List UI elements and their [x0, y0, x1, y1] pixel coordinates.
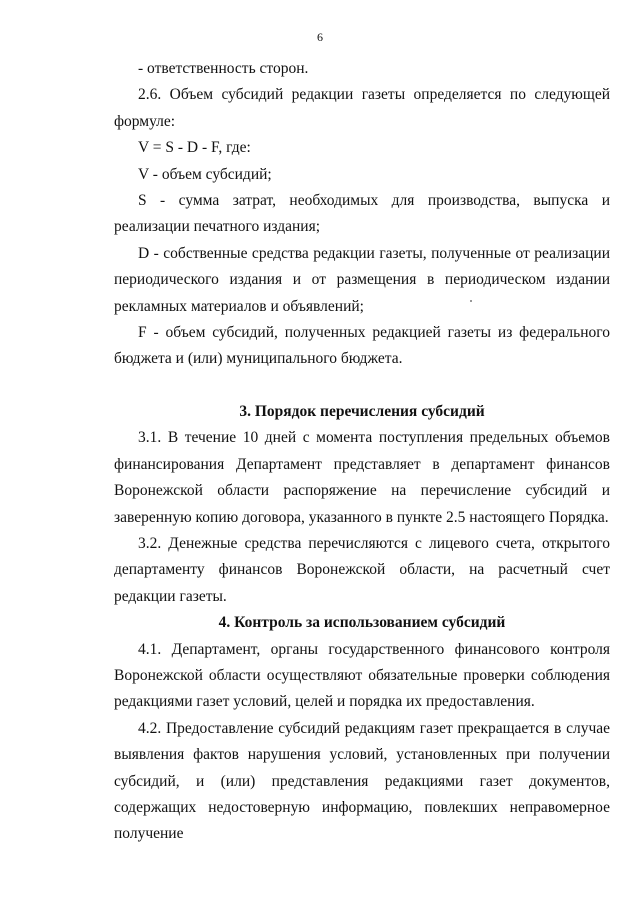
formula-d-definition: D - собственные средства редакции газеты, полученные от реализации периодического издания и от размещения в периодическом издании рекламных материалов и объявлений;: [114, 244, 610, 315]
paragraph-3-2: 3.2. Денежные средства перечисляются с лицевого счета, открытого департаменту финансов Воронежской области, на расчетный счет редакции газеты.: [114, 534, 610, 605]
paragraph-2-6: 2.6. Объем субсидий редакции газеты определяется по следующей формуле:: [114, 86, 610, 130]
paragraph-4-2: 4.2. Предоставление субсидий редакциям газет прекращается в случае выявления фактов нарушения условий, установленных при получении субсидий, и (или) представления редакциями газет документов, содержащих недостоверную информацию, повлекших неправомерное получение: [114, 719, 610, 843]
paragraph-3-1: 3.1. В течение 10 дней с момента поступления предельных объемов финансирования Департамент представляет в департамент финансов Воронежской области распоряжение на перечисление субсидий и заверенную копию договора, указанного в пункте 2.5 настоящего Порядка.: [114, 429, 610, 526]
formula-s-definition: S - сумма затрат, необходимых для производства, выпуска и реализации печатного издания;: [114, 192, 610, 236]
section-4-title: 4. Контроль за использованием субсидий: [218, 614, 506, 632]
paragraph-4-1: 4.1. Департамент, органы государственного финансового контроля Воронежской области осуществляют обязательные проверки соблюдения редакциями газет условий, целей и порядка их предоставления.: [114, 640, 610, 711]
scan-speck: [470, 300, 472, 302]
formula-v-definition: V - объем субсидий;: [138, 165, 272, 183]
formula-f-definition: F - объем субсидий, полученных редакцией газеты из федерального бюджета и (или) муниципального бюджета.: [114, 324, 610, 368]
formula: V = S - D - F, где:: [138, 139, 251, 157]
paragraph-responsibility: - ответственность сторон.: [138, 60, 309, 77]
page-number: 6: [317, 30, 323, 44]
section-3-title: 3. Порядок перечисления субсидий: [239, 402, 485, 420]
section-gap: [114, 373, 610, 399]
document-body: [114, 56, 610, 848]
